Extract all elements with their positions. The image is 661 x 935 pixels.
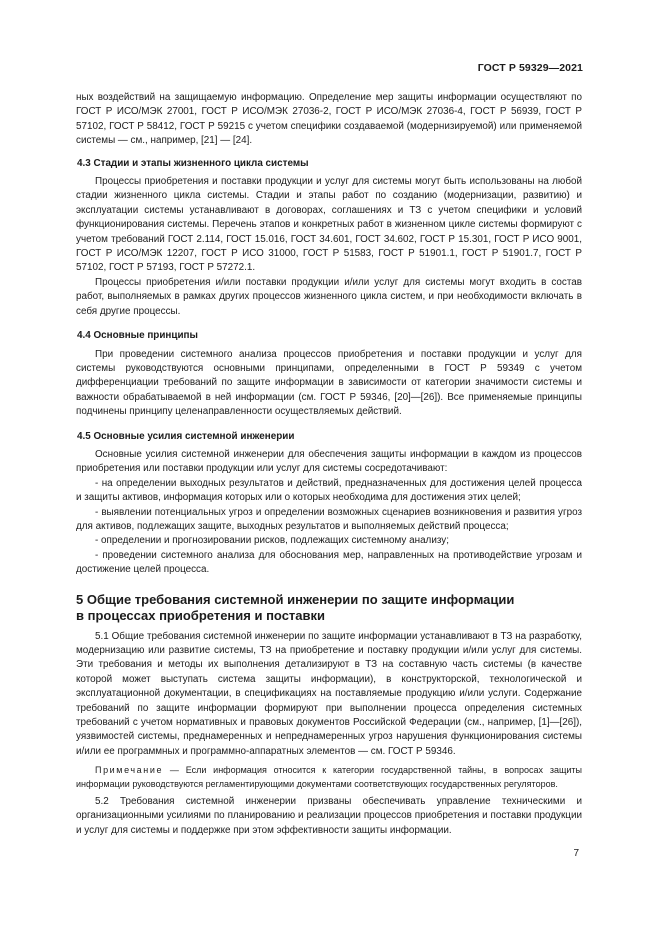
document-code: ГОСТ Р 59329—2021 bbox=[477, 62, 583, 74]
note bbox=[76, 764, 582, 791]
list-item: - выявлении потенциальных угроз и определении возможных сценариев возникновения и развития угроз для активов, подлежащих защите, выходных результатов и выполняемых действий процесса; bbox=[76, 506, 582, 532]
note-label: Примечание bbox=[95, 765, 164, 776]
heading-section-5-line1: 5 Общие требования системной инженерии по защите информации bbox=[76, 591, 515, 607]
page-number: 7 bbox=[573, 848, 579, 859]
list-item: - определении и прогнозировании рисков, подлежащих системному анализу; bbox=[95, 535, 449, 547]
paragraph-4-4-1: При проведении системного анализа процессов приобретения и поставки продукции и услуг для системы руководствуются основными принципами, определенными в ГОСТ Р 59349 с учетом дифференциации требований по защите информации в зависимости от категории значимости системы и важности обрабатываемой в ней информации (см. ГОСТ Р 59346, [20]—[26]). Все применяемые принципы подчинены принципу целенаправленности осуществляемых действий. bbox=[76, 348, 582, 418]
page-content bbox=[76, 91, 582, 838]
paragraph-5-2: 5.2 Требования системной инженерии призваны обеспечивать управление техническими и организационными усилиями по планированию и реализации процессов приобретения и поставки продукции и услуг для системы и поддержке при этом эффективности защиты информации. bbox=[76, 796, 582, 836]
heading-4-4: 4.4 Основные принципы bbox=[77, 330, 198, 342]
paragraph-4-3-2: Процессы приобретения и/или поставки продукции и/или услуг для системы могут входить в состав работ, выполняемых в рамках других процессов жизненного цикла систем, и при необходимости включать в себя другие процессы. bbox=[76, 276, 582, 317]
heading-4-3: 4.3 Стадии и этапы жизненного цикла системы bbox=[77, 157, 309, 169]
heading-section-5-line2: в процессах приобретения и поставки bbox=[76, 607, 326, 623]
heading-4-5: 4.5 Основные усилия системной инженерии bbox=[77, 430, 295, 442]
paragraph-5-1: 5.1 Общие требования системной инженерии по защите информации устанавливают в ТЗ на разработку, модернизацию или развитие системы, ТЗ на приобретение и поставку продукции и/или услуг для системы. Эти требования и методы их выполнения детализируют в ТЗ на составную часть системы (в качестве которой может выступать система защиты информации), в конструкторской, технологической и эксплуатационной документации, в спецификациях на поставляемые продукцию и/или услуги. Содержание требований по защите информации формируют при выполнении процесса определения системных требований с учетом нормативных и правовых документов Российской Федерации (см., например, [1]—[26]), уязвимостей системы, преднамеренных и непреднамеренных угроз нарушения функционирования системы и/или ее программных и программно-аппаратных элементов — см. ГОСТ Р 59346. bbox=[76, 630, 582, 757]
paragraph-4-5-1: Основные усилия системной инженерии для обеспечения защиты информации в каждом из процессов приобретения или поставки продукции или услуг для системы сосредотачивают: bbox=[76, 448, 582, 475]
note-text: — Если информация относится к категории государственной тайны, в вопросах защиты информации руководствуются регламентирующими документами соответствующих государственных регуляторов. bbox=[76, 765, 582, 789]
paragraph-intro: ных воздействий на защищаемую информацию. Определение мер защиты информации осуществляют по ГОСТ Р ИСО/МЭК 27001, ГОСТ Р ИСО/МЭК 27036-2, ГОСТ Р ИСО/МЭК 27036-4, ГОСТ Р 56939, ГОСТ Р 57102, ГОСТ Р 58412, ГОСТ Р 59215 с учетом специфики создаваемой (модернизируемой) или применяемой системы — см., например, [21] — [24]. bbox=[76, 92, 582, 147]
list-item: - на определении выходных результатов и действий, предназначенных для достижения целей процесса и защиты активов, информация которых или о которых необходима для достижения этих целей; bbox=[76, 477, 582, 504]
list-item: - проведении системного анализа для обоснования мер, направленных на противодействие угрозам и достижение целей процесса. bbox=[76, 549, 582, 576]
paragraph-4-3-1: Процессы приобретения и поставки продукции и услуг для системы могут быть использованы на любой стадии жизненного цикла системы. Стадии и этапы работ по созданию (модернизации, развитию) и эксплуатации системы устанавливают в договорах, соглашениях и ТЗ с учетом специфики и условий функционирования системы. Перечень этапов и конкретных работ в жизненном цикле системы формируют с учетом требований ГОСТ 2.114, ГОСТ 15.016, ГОСТ 34.601, ГОСТ 34.602, ГОСТ Р 15.301, ГОСТ Р ИСО 9001, ГОСТ Р ИСО/МЭК 12207, ГОСТ Р ИСО 31000, ГОСТ Р 51583, ГОСТ Р 51901.1, ГОСТ Р 51901.7, ГОСТ Р 57102, ГОСТ Р 57193, ГОСТ Р 57272.1. bbox=[76, 176, 582, 274]
heading-section-5 bbox=[76, 592, 582, 624]
